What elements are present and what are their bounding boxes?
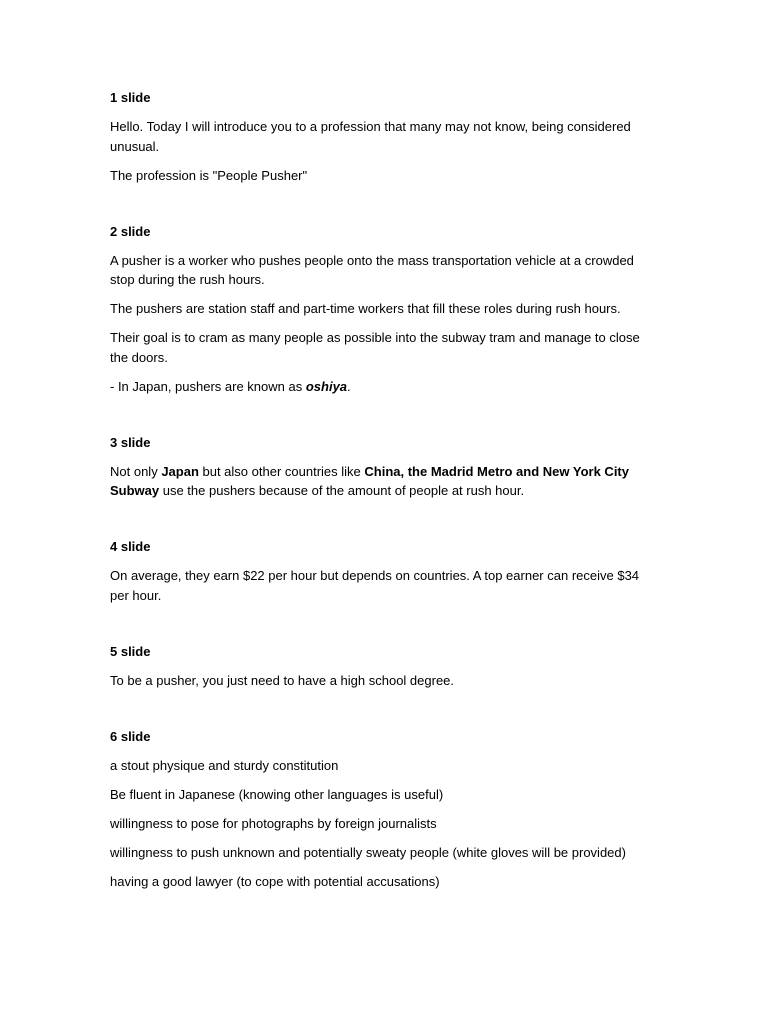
slide-1-section bbox=[110, 88, 658, 185]
slide-3-bold-countries: China, the Madrid Metro and New York City Subway bbox=[110, 463, 629, 498]
slide-6-item-3: willingness to pose for photographs by foreign journalists bbox=[110, 815, 437, 831]
slide-3-text-3: use the pushers because of the amount of people at rush hour. bbox=[159, 483, 525, 498]
slide-6-item-2: Be fluent in Japanese (knowing other languages is useful) bbox=[110, 786, 444, 802]
japan-note-prefix: - In Japan, pushers are known as bbox=[110, 378, 306, 394]
slide-2-japan-note bbox=[110, 377, 658, 397]
section-gap bbox=[110, 700, 658, 727]
slide-2-paragraph-3: Their goal is to cram as many people as possible into the subway tram and manage to close the doors. bbox=[110, 330, 640, 365]
slide-6-item-5: having a good lawyer (to cope with potential accusations) bbox=[110, 873, 440, 889]
section-gap bbox=[110, 195, 658, 222]
slide-3-bold-japan: Japan bbox=[161, 463, 199, 479]
slide-2-heading: 2 slide bbox=[110, 223, 151, 239]
slide-3-text-1: Not only bbox=[110, 463, 162, 479]
slide-3-heading: 3 slide bbox=[110, 434, 151, 450]
slide-5-heading: 5 slide bbox=[110, 643, 151, 659]
slide-6-heading: 6 slide bbox=[110, 728, 151, 744]
japan-note-suffix: . bbox=[347, 378, 351, 394]
slide-5-section bbox=[110, 642, 658, 691]
slide-1-paragraph-2: The profession is "People Pusher" bbox=[110, 167, 308, 183]
slide-3-text-2: but also other countries like bbox=[198, 463, 365, 479]
slide-5-paragraph: To be a pusher, you just need to have a high school degree. bbox=[110, 672, 455, 688]
slide-1-paragraph-1: Hello. Today I will introduce you to a profession that many may not know, being considered unusual. bbox=[110, 119, 631, 154]
section-gap bbox=[110, 615, 658, 642]
slide-3-paragraph bbox=[110, 462, 658, 501]
slide-4-heading: 4 slide bbox=[110, 539, 151, 554]
slide-2-paragraph-1: A pusher is a worker who pushes people onto the mass transportation vehicle at a crowded stop during the rush hours. bbox=[110, 252, 634, 287]
section-gap bbox=[110, 406, 658, 433]
section-gap bbox=[110, 510, 658, 537]
slide-6-section bbox=[110, 727, 658, 892]
slide-4-section bbox=[110, 537, 658, 605]
oshiya-term: oshiya bbox=[305, 378, 348, 394]
slide-4-paragraph: On average, they earn $22 per hour but depends on countries. A top earner can receive $34 per hour. bbox=[110, 568, 640, 603]
slide-6-item-1: a stout physique and sturdy constitution bbox=[110, 757, 339, 773]
slide-1-heading: 1 slide bbox=[110, 90, 151, 105]
slide-3-section bbox=[110, 433, 658, 501]
slide-2-section bbox=[110, 222, 658, 397]
slide-6-item-4: willingness to push unknown and potentially sweaty people (white gloves will be provided) bbox=[110, 844, 626, 860]
slide-2-paragraph-2: The pushers are station staff and part-time workers that fill these roles during rush hours. bbox=[110, 301, 621, 316]
